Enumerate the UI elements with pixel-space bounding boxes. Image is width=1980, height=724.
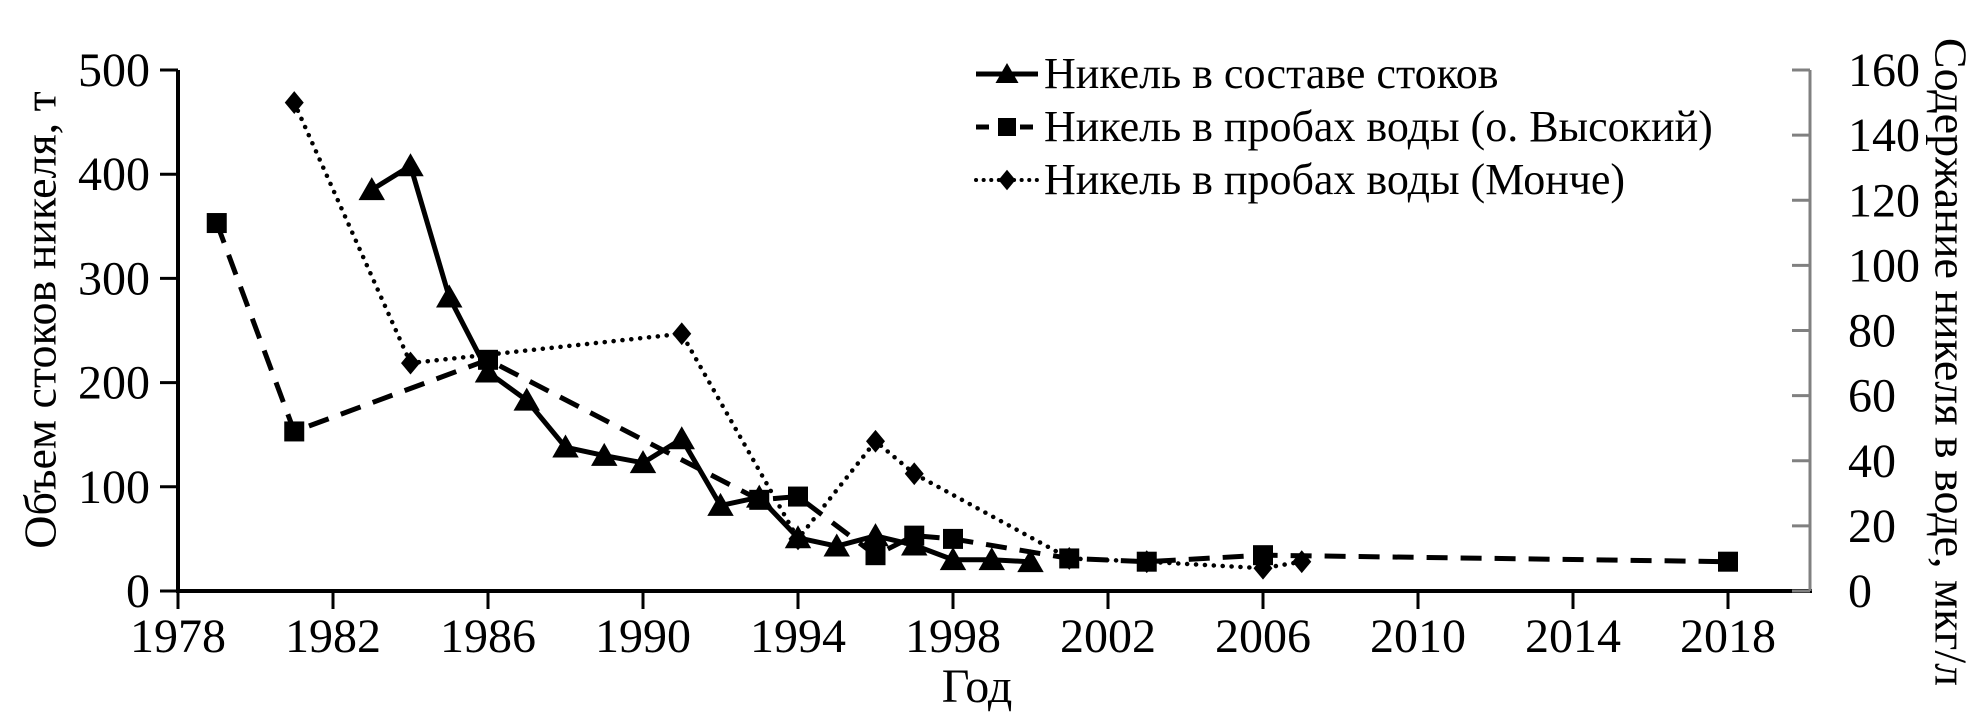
tick-label: 140 — [1848, 109, 1920, 163]
triangle-marker — [397, 153, 423, 176]
tick-label: 1994 — [750, 610, 846, 663]
diamond-marker — [401, 352, 420, 375]
diamond-marker — [999, 170, 1016, 190]
tick-label: 2006 — [1215, 610, 1311, 663]
tick-label: 2010 — [1370, 610, 1466, 663]
triangle-marker — [436, 285, 462, 308]
legend-label: Никель в пробах воды (Монче) — [1044, 155, 1626, 204]
tick-label: 80 — [1848, 304, 1896, 358]
tick-label: 1986 — [440, 610, 536, 663]
x-axis-title: Год — [941, 660, 1013, 713]
tick-label: 160 — [1848, 44, 1920, 97]
legend-item-monche — [974, 155, 1713, 204]
tick-label: 1978 — [130, 610, 226, 663]
legend-item-effluent — [974, 49, 1713, 98]
tick-label: 500 — [78, 44, 150, 97]
triangle-marker — [359, 177, 385, 200]
tick-label: 100 — [1848, 239, 1920, 293]
series-1 — [207, 213, 1738, 572]
tick-label: 120 — [1848, 174, 1920, 228]
square-marker — [998, 118, 1016, 136]
square-marker — [866, 545, 886, 565]
tick-label: 1982 — [285, 610, 381, 663]
tick-label: 0 — [1848, 565, 1872, 618]
tick-label: 1990 — [595, 610, 691, 663]
legend-label: Никель в пробах воды (о. Высокий) — [1044, 102, 1713, 151]
square-marker — [788, 487, 808, 507]
tick-label: 60 — [1848, 369, 1896, 423]
series-0 — [359, 153, 1044, 572]
triangle-marker — [669, 426, 695, 449]
legend-label: Никель в составе стоков — [1044, 49, 1499, 98]
tick-label: 200 — [78, 356, 150, 410]
square-marker — [284, 421, 304, 441]
diamond-marker — [905, 462, 924, 485]
legend-item-vysoky — [974, 102, 1713, 151]
square-marker — [478, 350, 498, 370]
legend — [974, 49, 1713, 204]
diamond-marker — [285, 91, 304, 114]
tick-label: 40 — [1848, 434, 1896, 488]
square-marker — [1718, 552, 1738, 572]
legend-sample-solid-triangle-icon — [974, 52, 1040, 96]
tick-label: 0 — [126, 565, 150, 618]
left-axis-title: Объем стоков никеля, т — [14, 91, 66, 549]
tick-label: 2018 — [1680, 610, 1776, 663]
tick-label: 300 — [78, 252, 150, 306]
diamond-marker — [672, 322, 691, 345]
tick-label: 400 — [78, 148, 150, 202]
right-axis-title: Содержание никеля в воде, мкг/л — [1925, 37, 1977, 687]
tick-label: 20 — [1848, 499, 1896, 553]
tick-label: 100 — [78, 460, 150, 514]
square-marker — [904, 526, 924, 546]
square-marker — [207, 213, 227, 233]
triangle-marker — [862, 523, 888, 546]
square-marker — [749, 490, 769, 510]
tick-label: 2002 — [1060, 610, 1156, 663]
legend-sample-dotted-diamond-icon — [974, 158, 1040, 202]
tick-label: 2014 — [1525, 610, 1621, 663]
legend-sample-dashed-square-icon — [974, 105, 1040, 149]
square-marker — [943, 529, 963, 549]
tick-label: 1998 — [905, 610, 1001, 663]
